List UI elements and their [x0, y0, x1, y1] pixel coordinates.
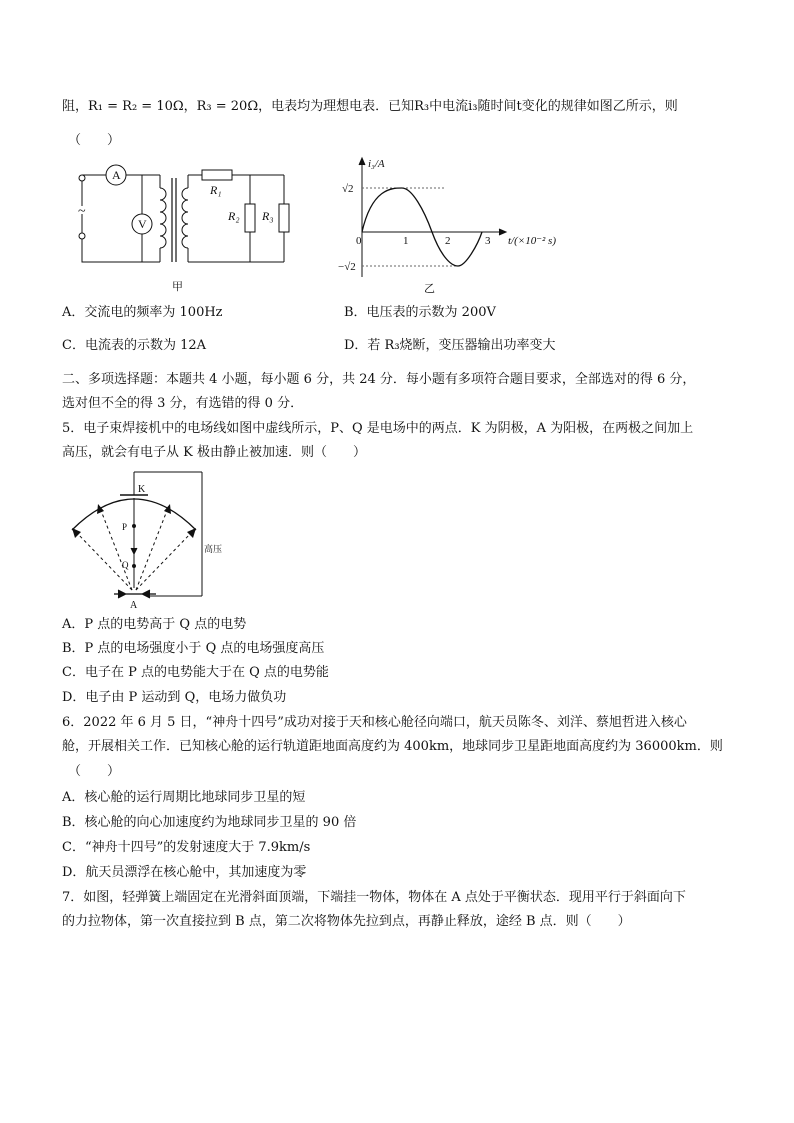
voltmeter-label: V [138, 217, 147, 231]
q6-option-d: D．航天员漂浮在核心舱中，其加速度为零 [62, 865, 307, 880]
x-tick-1: 1 [403, 235, 409, 247]
q6-stem-line3: （ ） [68, 764, 121, 779]
ac-source-symbol: ~ [78, 204, 86, 219]
q6-option-c: C．“神舟十四号”的发射速度大于 7.9km/s [62, 840, 311, 855]
q4-option-a: A．交流电的频率为 100Hz [62, 305, 223, 320]
resistor-r2 [245, 204, 255, 232]
fig-jia-caption: 甲 [172, 281, 183, 293]
y-tick-neg: −√2 [338, 261, 356, 273]
y-axis-label: i₃/A [368, 158, 385, 170]
k-label: K [138, 484, 146, 495]
primary-coil [160, 188, 166, 248]
q4-current-graph [336, 152, 606, 298]
r2-label: R₂ [228, 209, 240, 223]
resistor-r1 [202, 170, 232, 180]
q5-stem-line1: 5．电子束焊接机中的电场线如图中虚线所示，P、Q 是电场中的两点．K 为阴极，A 为阳极，在两极之间加上 [62, 421, 694, 436]
section2-line2: 选对但不全的得 3 分，有选错的得 0 分． [62, 396, 304, 411]
q6-option-a: A．核心舱的运行周期比地球同步卫星的短 [62, 790, 306, 805]
section2-line1: 二、多项选择题：本题共 4 小题，每小题 6 分，共 24 分．每小题有多项符合题目要求，全部选对的得 6 分， [62, 372, 696, 387]
q6-option-b: B．核心舱的向心加速度约为地球同步卫星的 90 倍 [62, 815, 357, 830]
current-sine-curve [362, 188, 482, 266]
q5-option-b: B．P 点的电场强度小于 Q 点的电场强度高压 [62, 641, 325, 656]
q4-option-c: C．电流表的示数为 12A [62, 338, 207, 353]
resistor-r3 [279, 204, 289, 232]
q4-circuit-figure [72, 158, 312, 298]
q4-stem-line1: 阻，R₁ = R₂ = 10Ω，R₃ = 20Ω，电表均为理想电表．已知R₃中电流i₃随时间t变化的规律如图乙所示，则 [62, 99, 678, 114]
q6-stem-line2: 舱，开展相关工作．已知核心舱的运行轨道距地面高度约为 400km，地球同步卫星距地面高度约为 36000km．则 [62, 739, 723, 754]
y-tick-pos: √2 [342, 183, 354, 195]
terminal-bottom [79, 233, 85, 239]
ammeter-label: A [112, 168, 121, 182]
terminal-top [79, 175, 85, 181]
a-label: A [130, 600, 138, 610]
x-tick-0: 0 [356, 235, 362, 247]
q5-option-d: D．电子由 P 运动到 Q，电场力做负功 [62, 690, 287, 705]
q7-stem-line2: 的力拉物体，第一次直接拉到 B 点，第二次将物体先拉到点，再静止释放，途经 B 点．则（ ） [62, 914, 631, 929]
r3-label: R₃ [262, 209, 274, 223]
q7-stem-line1: 7．如图，轻弹簧上端固定在光滑斜面顶端，下端挂一物体，物体在 A 点处于平衡状态．现用平行于斜面向下 [62, 890, 686, 905]
x-axis-label: t/(×10⁻² s) [508, 235, 556, 247]
q5-field-figure [62, 468, 222, 610]
q4-stem-line2: （ ） [68, 133, 121, 148]
p-label: P [122, 522, 128, 532]
q5-option-a: A．P 点的电势高于 Q 点的电势 [62, 617, 247, 632]
q5-stem-line2: 高压，就会有电子从 K 极由静止被加速．则（ ） [62, 445, 366, 460]
q6-stem-line1: 6．2022 年 6 月 5 日，“神舟十四号”成功对接于天和核心舱径向端口，航天员陈冬、刘洋、蔡旭哲进入核心 [62, 715, 687, 730]
q5-option-c: C．电子在 P 点的电势能大于在 Q 点的电势能 [62, 665, 329, 680]
x-tick-3: 3 [485, 235, 491, 247]
high-voltage-label: 高压 [204, 544, 222, 554]
r1-label: R₁ [210, 183, 222, 197]
x-tick-2: 2 [445, 235, 451, 247]
fig-yi-caption: 乙 [424, 283, 435, 295]
q-label: Q [122, 560, 129, 570]
q4-option-b: B．电压表的示数为 200V [344, 305, 496, 320]
q4-option-d: D．若 R₃烧断，变压器输出功率变大 [344, 338, 556, 353]
secondary-coil [182, 188, 188, 248]
